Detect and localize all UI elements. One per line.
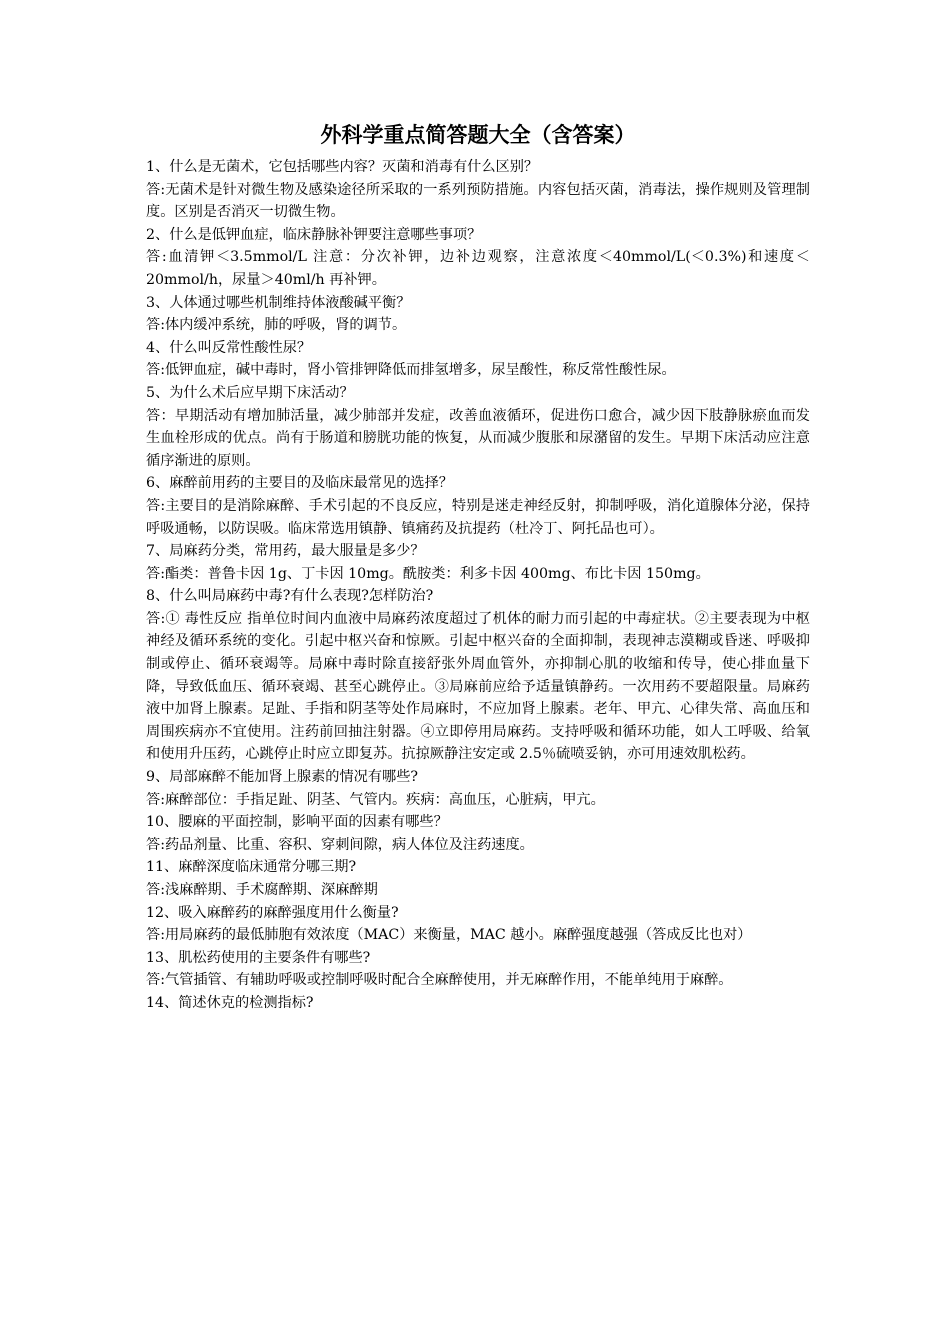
- qa-item-12: [146, 902, 810, 947]
- question-6: 6、麻醉前用药的主要目的及临床最常见的选择？: [146, 475, 453, 492]
- answer-13: 答:气管插管、有辅助呼吸或控制呼吸时配合全麻醉使用，并无麻醉作用，不能单纯用于麻醉。: [146, 972, 733, 989]
- question-2: 2、什么是低钾血症，临床静脉补钾要注意哪些事项？: [146, 226, 482, 243]
- question-14: 14、简述休克的检测指标?: [146, 994, 314, 1011]
- answer-9: 答:麻醉部位：手指足趾、阴茎、气管内。疾病：高血压，心脏病，甲亢。: [146, 791, 605, 808]
- question-5: 5、为什么术后应早期下床活动？: [146, 384, 354, 401]
- question-7: 7、局麻药分类，常用药，最大服量是多少？: [146, 543, 425, 560]
- qa-item-3: [146, 292, 810, 337]
- answer-5: 答：早期活动有增加肺活量，减少肺部并发症，改善血液循环，促进伤口愈合，减少因下肢静脉瘀血而发生血栓形成的优点。尚有于肠道和膀胱功能的恢复，从而减少腹胀和尿潴留的发生。早期下床活动应注意循序渐进的原则。: [146, 407, 810, 469]
- document-body: [146, 118, 810, 1015]
- qa-item-2: [146, 224, 810, 292]
- answer-11: 答:浅麻醉期、手术腐醉期、深麻醉期: [146, 882, 378, 898]
- question-1: 1、什么是无菌术，它包括哪些内容？灭菌和消毒有什么区别？: [146, 159, 539, 175]
- question-10: 10、腰麻的平面控制，影响平面的因素有哪些？: [146, 814, 448, 831]
- question-13: 13、肌松药使用的主要条件有哪些?: [146, 949, 371, 966]
- question-4: 4、什么叫反常性酸性尿？: [146, 339, 312, 356]
- question-8: 8、什么叫局麻药中毒?有什么表现?怎样防治?: [146, 588, 434, 605]
- answer-12: 答:用局麻药的最低肺胞有效浓度（MAC）来衡量，MAC 越小。麻醉强度越强（答成反比也对）: [146, 927, 752, 944]
- question-3: 3、人体通过哪些机制维持体液酸碱平衡？: [146, 294, 411, 311]
- qa-item-14: [146, 992, 810, 1015]
- qa-item-7: [146, 540, 810, 585]
- qa-item-5: [146, 382, 810, 472]
- qa-item-10: [146, 811, 810, 856]
- qa-item-6: [146, 472, 810, 540]
- qa-item-1: [146, 156, 810, 224]
- qa-item-9: [146, 766, 810, 811]
- answer-10: 答:药品剂量、比重、容积、穿刺间隙，病人体位及注药速度。: [146, 836, 534, 853]
- question-9: 9、局部麻醉不能加肾上腺素的情况有哪些?: [146, 769, 419, 786]
- qa-item-11: [146, 856, 810, 901]
- qa-item-13: [146, 947, 810, 992]
- answer-6: 答:主要目的是消除麻醉、手术引起的不良反应，特别是迷走神经反射，抑制呼吸，消化道腺体分泌，保持呼吸通畅，以防误吸。临床常选用镇静、镇痛药及抗提药（杜冷丁、阿托品也可）。: [146, 497, 810, 537]
- answer-8: 答:① 毒性反应 指单位时间内血液中局麻药浓度超过了机体的耐力而引起的中毒症状。②主要表现为中枢神经及循环系统的变化。引起中枢兴奋和惊厥。引起中枢兴奋的全面抑制，表现神志漠糊或昏迷、呼吸抑制或停止、循环衰竭等。局麻中毒时除直接舒张外周血管外，亦抑制心肌的收缩和传导，使心排血量下降，导致低血压、循环衰竭、甚至心跳停止。③局麻前应给予适量镇静药。一次用药不要超限量。局麻药液中加肾上腺素。足趾、手指和阴茎等处作局麻时，不应加肾上腺素。老年、甲亢、心律失常、高血压和周围疾病亦不宜使用。注药前回抽注射器。④立即停用局麻药。支持呼吸和循环功能，如人工呼吸、给氧和使用升压药，心跳停止时应立即复苏。抗掠厥静注安定或 2.5％硫喷妥钠，亦可用速效肌松药。: [146, 610, 810, 763]
- answer-3: 答:体内缓冲系统，肺的呼吸，肾的调节。: [146, 317, 407, 334]
- document-title: 外科学重点简答题大全（含答案）: [320, 123, 636, 147]
- question-11: 11、麻醉深度临床通常分哪三期?: [146, 859, 357, 876]
- qa-item-8: [146, 585, 810, 766]
- answer-2: 答:血清钾＜3.5mmol/L 注意：分次补钾，边补边观察，注意浓度＜40mmol/L(＜0.3%)和速度＜20mmol/h，尿量＞40ml/h 再补钾。: [146, 249, 810, 288]
- answer-4: 答:低钾血症，碱中毒时，肾小管排钾降低而排氢增多，尿呈酸性，称反常性酸性尿。: [146, 362, 676, 379]
- question-12: 12、吸入麻醉药的麻醉强度用什么衡量?: [146, 904, 399, 921]
- answer-7: 答:酯类：普鲁卡因 1g、丁卡因 10mg。酰胺类：利多卡因 400mg、布比卡因 150mg。: [146, 565, 710, 582]
- qa-item-4: [146, 337, 810, 382]
- answer-1: 答:无菌术是针对微生物及感染途径所采取的一系列预防措施。内容包括灭菌，消毒法，操作规则及管理制度。区别是否消灭一切微生物。: [146, 181, 810, 221]
